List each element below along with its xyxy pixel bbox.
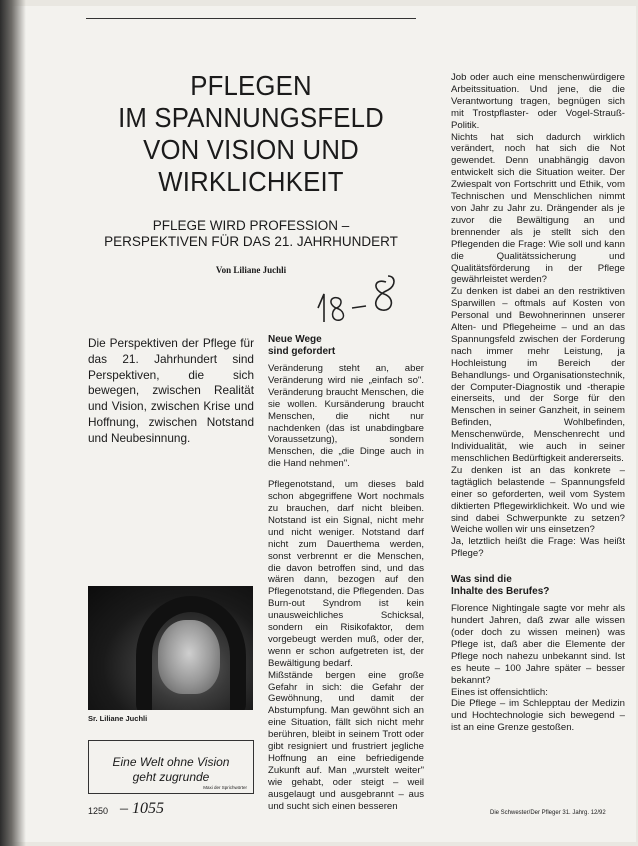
handwritten-page-mark: – 1055	[120, 800, 164, 817]
paragraph: Zu denken ist dabei an den restriktiven Sparwillen – oftmals auf Kosten von Personal und Bewohnerinnen unserer Alten- und Pflegeheime – und an das Spannungsfeld zwischen der Forderung nach immer mehr Leistung, ja Hochleistung im Bereich der Behandlungs- und Organisationstechnik, der Computer-Diagnostik und -therapie einerseits, und der Sorge für den Menschen in seiner Ganzheit, in seinem Befinden, Wohlbefinden, Menschenwürde, Menschenrecht und Individualität, wie auch in seiner menschlichen Bedürftigkeit andererseits.	[451, 286, 625, 464]
paragraph: Ja, letztlich heißt die Frage: Was heißt Pflege?	[451, 536, 625, 560]
handwritten-note	[310, 264, 410, 324]
paragraph: Die Pflege – im Schlepptau der Medizin und Hochtechnologie sich bewegend – ist an eine Grenze gestoßen.	[451, 698, 625, 734]
paragraph: Veränderung steht an, aber Veränderung wird nie „einfach so". Veränderung braucht Menschen, die sie wollen. Kursänderung braucht Menschen, die nicht nur nachdenken (das ist unabdingbare Voraussetzung), sondern Menschen, die „die Dinge auch in die Hand nehmen".	[268, 363, 424, 470]
intro-paragraph: Die Perspektiven der Pflege für das 21. Jahrhundert sind Perspektiven, die sich bewegen, zwischen Realität und Vision, zwischen Krise und Hoffnung, zwischen Notstand und Neubesinnung.	[88, 336, 254, 445]
subtitle-line: PFLEGE WIRD PROFESSION –	[152, 218, 350, 233]
pull-quote-source: Maxi der Sprichwörter	[203, 785, 247, 790]
article-subtitle	[86, 218, 416, 250]
pull-quote-line: Eine Welt ohne Vision	[112, 755, 230, 769]
section-heading: Inhalte des Berufes?	[451, 586, 550, 598]
section-heading: sind gefordert	[268, 346, 336, 357]
author-photo	[88, 586, 253, 710]
byline: Von Liliane Juchli	[215, 265, 287, 275]
section-heading: Was sind die	[451, 574, 512, 586]
paragraph: Eines ist offensichtlich:	[451, 686, 548, 698]
page-gutter-shadow	[0, 0, 26, 846]
paragraph: Job oder auch eine menschenwürdigere Arbeitssituation. Und jene, die die Verantwortung tragen, begnügen sich mit Trostpflaster- oder Vogel-Strauß-Politik.	[451, 72, 625, 131]
pull-quote-box	[88, 740, 254, 794]
photo-veil	[136, 596, 246, 710]
paragraph: Florence Nightingale sagte vor mehr als hundert Jahren, daß zwar alle wissen (oder doch zu wissen meinen) was Pflege ist, daß aber die Elemente der Pflege noch nahezu unbekannt sind. Ist es heute – 100 Jahre später – besser bekannt?	[451, 603, 625, 686]
journal-footer: Die Schwester/Der Pfleger 31. Jahrg. 12/92	[490, 810, 606, 816]
title-line: IM SPANNUNGSFELD	[118, 102, 384, 133]
article-title	[99, 70, 403, 198]
photo-caption: Sr. Liliane Juchli	[88, 714, 148, 723]
pull-quote-line: geht zugrunde	[132, 770, 210, 784]
text-column-middle	[268, 334, 424, 810]
page-number: 1250	[88, 806, 109, 816]
title-line: WIRKLICHKEIT	[158, 166, 344, 197]
title-line: VON VISION UND	[143, 134, 359, 165]
paragraph: Pflegenotstand, um dieses bald schon abgegriffene Wort nochmals zu brauchen, darf nicht bleiben. Notstand ist ein Signal, nicht mehr und nicht weniger. Notstand darf nicht zum Dauerthema werden, sonst verbrennt er die Menschen, die davon betroffen sind, und das wären dann, bezogen auf den Pflegenotstand, die Pflegenden. Das Burn-out Syndrom ist kein unausweichliches Schicksal, sondern ein Risikofaktor, dem vorgebeugt werden muß, oder der, wenn er schon aufgetreten ist, der Bewältigung bedarf.	[268, 479, 424, 669]
section-heading: Neue Wege	[268, 334, 322, 345]
paragraph: Zu denken ist an das konkrete – tagtäglich belastende – Spannungsfeld einer so geforderten, weil vom System diktierten Pflegewirklichkeit. Wo und wie sind dabei Schwerpunkte zu setzen? Weiche wollen wir uns einsetzen?	[451, 464, 625, 536]
paragraph: Mißstände bergen eine große Gefahr in sich: die Gefahr der Gewöhnung, und damit der Abstumpfung. Man gewöhnt sich an eine Situation, fällt sich nicht mehr berühren, bleibt in seinem Trott oder gibt resigniert und frustriert jegliche Hoffnung an eine befriedigende Zukunft auf. Man „wurstelt weiter" wie gehabt, oder steigt – weil ausgelaugt und ausgebrannt – aus und sucht sich einen besseren	[268, 669, 424, 810]
top-rule	[86, 18, 416, 19]
subtitle-line: PERSPEKTIVEN FÜR DAS 21. JAHRHUNDERT	[104, 234, 398, 249]
paragraph: Nichts hat sich dadurch wirklich verändert, noch hat sich die Not gewendet. Denn unabhängig davon entwickelt sich die Situation weiter. Der Zwiespalt von Fortschritt und Ethik, vom Technischen und Menschlichen nimmt von Jahr zu Jahr zu. Drängender als je zuvor die Bewältigung an und brennender als je stellt sich den Pflegenden die Frage: Wie soll und kann die Qualitätssicherung und Qualitätsförderung in der Pflege gewährleistet werden?	[451, 131, 625, 286]
pull-quote	[89, 755, 253, 785]
title-line: PFLEGEN	[190, 70, 312, 101]
text-column-right	[451, 72, 625, 816]
